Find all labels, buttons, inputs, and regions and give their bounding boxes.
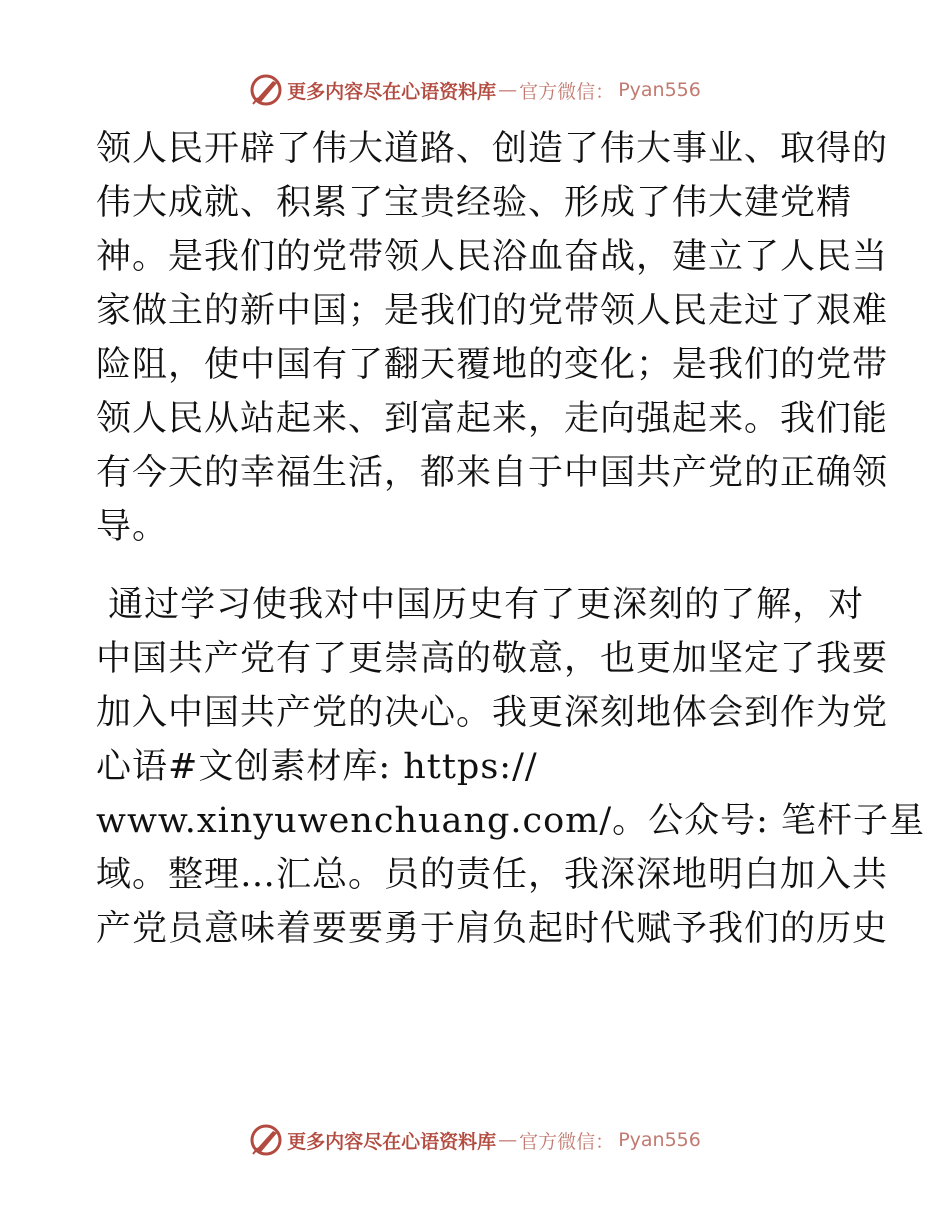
header-wechat-label: 官方微信： bbox=[519, 80, 615, 103]
text-line: www.xinyuwenchuang.com/。公众号: 笔杆子星 bbox=[96, 801, 926, 841]
header-wechat-id: Pyan556 bbox=[618, 79, 701, 101]
quill-logo-icon bbox=[249, 73, 283, 107]
text-line: 域。整理…汇总。员的责任，我深深地明白加入共 bbox=[96, 855, 889, 895]
text-line: 领人民从站起来、到富起来，走向强起来。我们能 bbox=[96, 399, 889, 439]
text-line: 导。 bbox=[96, 507, 169, 547]
text-line: 通过学习使我对中国历史有了更深刻的了解，对 bbox=[96, 585, 865, 625]
footer-dash: — bbox=[498, 1129, 518, 1151]
text-line: 心语#文创素材库: https:// bbox=[96, 747, 538, 787]
header-site-name: 更多内容尽在心语资料库 bbox=[287, 80, 497, 103]
footer-wechat-id: Pyan556 bbox=[618, 1129, 701, 1151]
text-line: 领人民开辟了伟大道路、创造了伟大事业、取得的 bbox=[96, 129, 889, 169]
text-line: 伟大成就、积累了宝贵经验、形成了伟大建党精 bbox=[96, 183, 853, 223]
text-line: 产党员意味着要要勇于肩负起时代赋予我们的历史 bbox=[96, 909, 889, 949]
footer-wechat-label: 官方微信： bbox=[519, 1130, 615, 1153]
footer-watermark bbox=[0, 1120, 950, 1160]
text-line: 家做主的新中国；是我们的党带领人民走过了艰难 bbox=[96, 291, 889, 331]
document-body bbox=[96, 122, 926, 956]
paragraph-2 bbox=[96, 578, 926, 956]
text-line: 加入中国共产党的决心。我更深刻地体会到作为党 bbox=[96, 693, 889, 733]
paragraph-1 bbox=[96, 122, 889, 554]
paragraph-gap bbox=[96, 554, 856, 578]
header-watermark bbox=[0, 70, 950, 110]
text-line: 有今天的幸福生活，都来自于中国共产党的正确领 bbox=[96, 453, 889, 493]
quill-logo-icon bbox=[249, 1123, 283, 1157]
text-line: 中国共产党有了更崇高的敬意，也更加坚定了我要 bbox=[96, 639, 889, 679]
header-dash: — bbox=[498, 79, 518, 101]
footer-site-name: 更多内容尽在心语资料库 bbox=[287, 1130, 497, 1153]
text-line: 险阻，使中国有了翻天覆地的变化；是我们的党带 bbox=[96, 345, 889, 385]
text-line: 神。是我们的党带领人民浴血奋战，建立了人民当 bbox=[96, 237, 889, 277]
